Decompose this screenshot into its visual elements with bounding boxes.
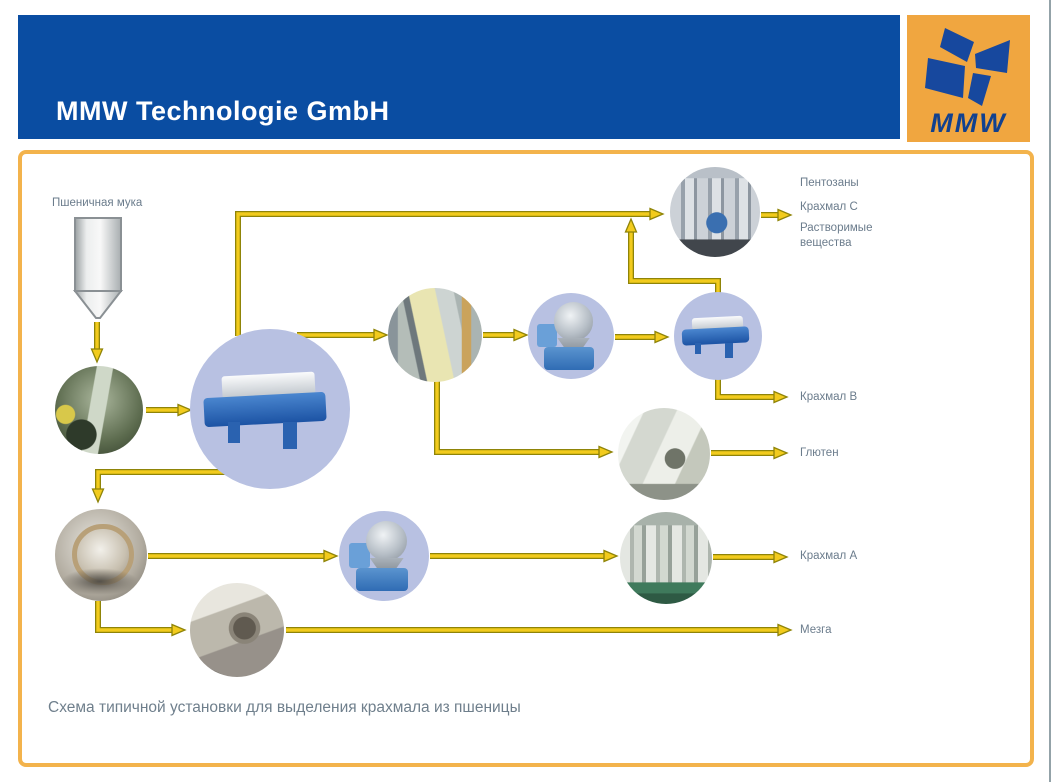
output-label-gluten: Глютен: [800, 447, 839, 459]
flour-silo-icon: [75, 218, 121, 318]
input-label-wheat-flour: Пшеничная мука: [52, 197, 143, 209]
output-label-starch-b: Крахмал B: [800, 391, 858, 403]
separator-1-photo: [528, 293, 614, 379]
output-label-solubles: Растворимые вещества: [800, 222, 873, 249]
separator-base: [356, 568, 408, 591]
pulp-pump-photo: [190, 583, 284, 677]
decanter-leg: [228, 422, 239, 443]
decanter-leg: [283, 422, 297, 449]
output-label-starch-a: Крахмал A: [800, 550, 858, 562]
refining-column-photo: [388, 288, 482, 382]
process-tank-photo: [55, 509, 147, 601]
separator-dome: [366, 521, 407, 562]
output-label-starch-c: Крахмал C: [800, 201, 858, 213]
separator-dome: [554, 302, 594, 341]
decanter-body: [682, 326, 750, 345]
decanter-body: [204, 391, 327, 426]
separator-2-photo: [339, 511, 429, 601]
evaporator-unit-photo: [670, 167, 760, 257]
hydrocyclone-station-photo: [620, 512, 712, 604]
decanter-leg: [695, 343, 701, 354]
separator-base: [544, 347, 594, 369]
output-label-pulp: Мезга: [800, 624, 832, 636]
gluten-screen-photo: [618, 408, 710, 500]
decanter-centrifuge-1-photo: [190, 329, 350, 489]
page-title: MMW Technologie GmbH: [56, 96, 390, 126]
output-label-pentosans: Пентозаны: [800, 177, 859, 189]
decanter-centrifuge-2-photo: [674, 292, 762, 380]
tank-shadow: [61, 568, 138, 596]
slide-caption: Схема типичной установки для выделения крахмала из пшеницы: [48, 699, 521, 716]
logo-wordmark: MMW: [930, 108, 1007, 138]
flour-mixer-photo: [55, 366, 143, 454]
decanter-leg: [725, 343, 733, 358]
